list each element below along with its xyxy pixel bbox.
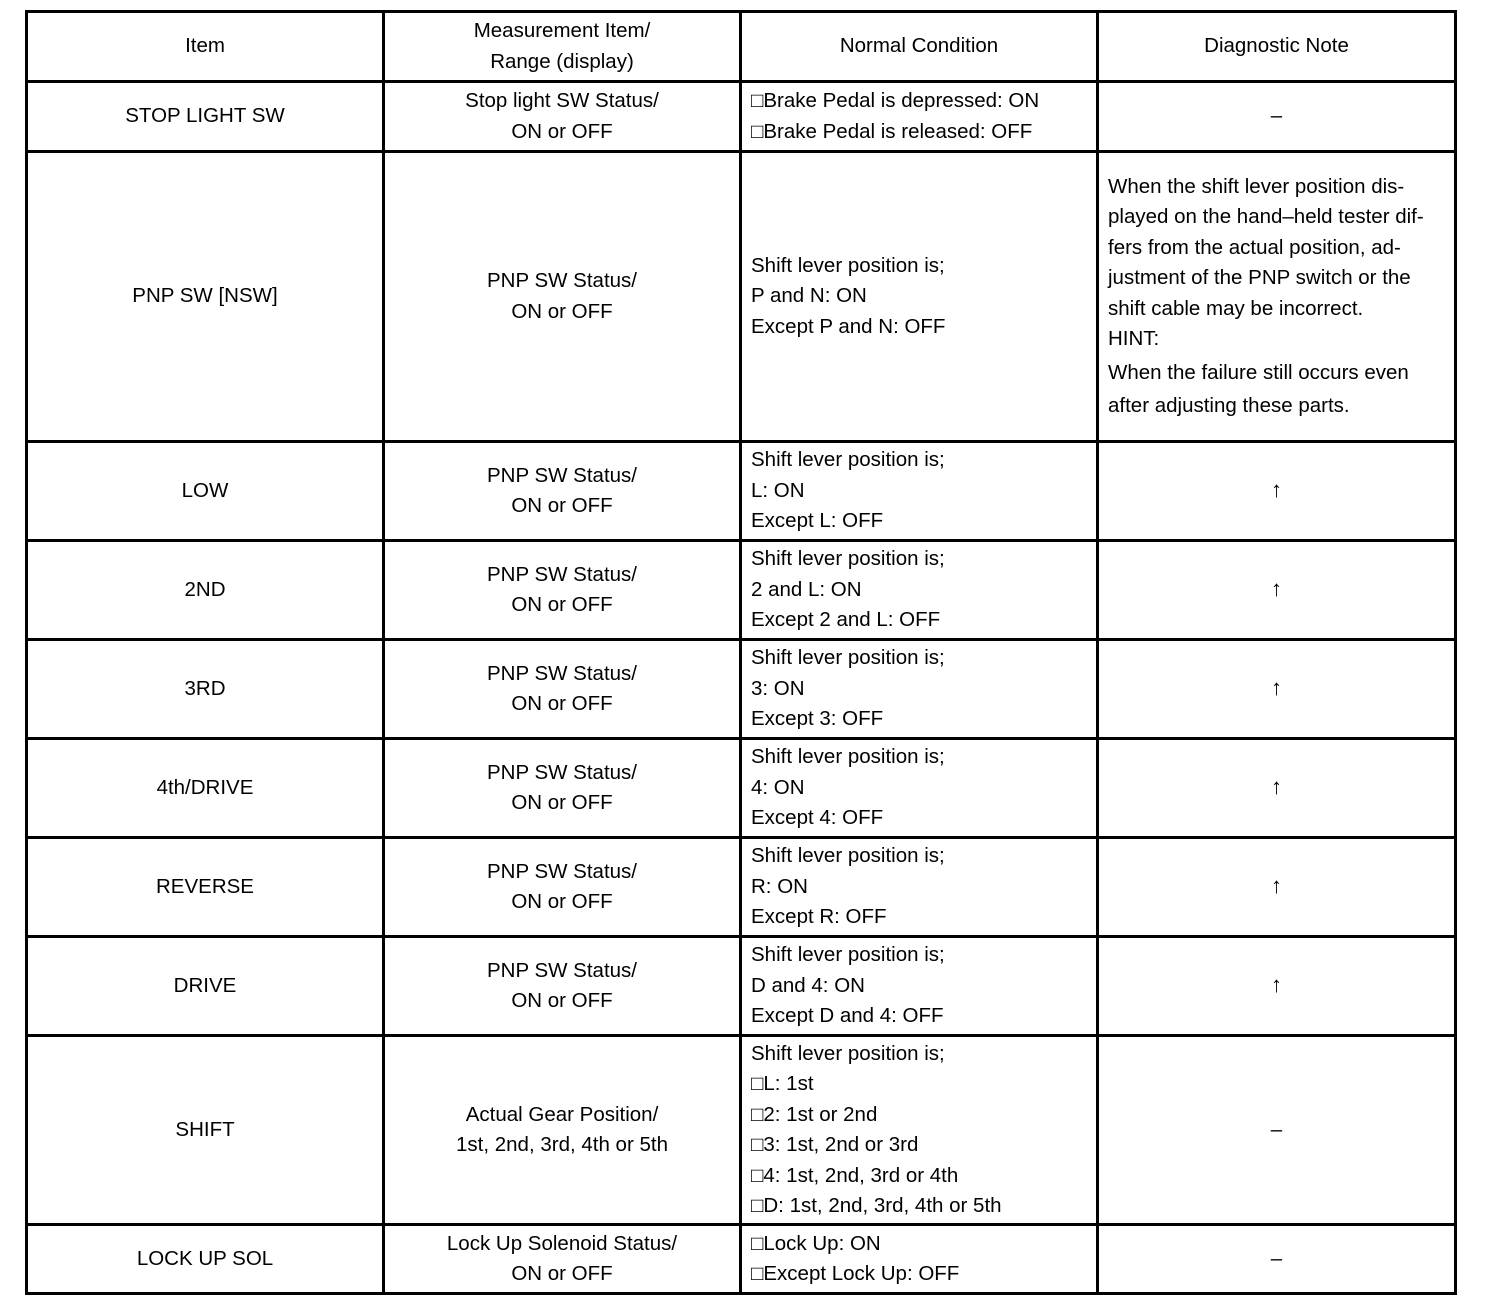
item-cell: LOW (27, 442, 384, 541)
header-measurement: Measurement Item/ Range (display) (384, 12, 741, 82)
diagnostic-data-table (25, 10, 1457, 1295)
diagnostic-note-cell (1098, 541, 1456, 640)
item-cell: DRIVE (27, 937, 384, 1036)
table-row (27, 838, 1456, 937)
normal-condition-cell: Shift lever position is; 2 and L: ON Except 2 and L: OFF (741, 541, 1098, 640)
item-cell: PNP SW [NSW] (27, 152, 384, 442)
normal-condition-cell: Shift lever position is; R: ON Except R: OFF (741, 838, 1098, 937)
normal-condition-cell: Shift lever position is; P and N: ON Except P and N: OFF (741, 152, 1098, 442)
header-diagnostic-note: Diagnostic Note (1098, 12, 1456, 82)
table-row (27, 541, 1456, 640)
diagnostic-note-cell: – (1098, 1225, 1456, 1294)
header-normal-condition: Normal Condition (741, 12, 1098, 82)
normal-condition-cell: Shift lever position is; □L: 1st □2: 1st or 2nd □3: 1st, 2nd or 3rd □4: 1st, 2nd, 3rd or 4th □D: 1st, 2nd, 3rd, 4th or 5th (741, 1036, 1098, 1225)
measurement-cell: PNP SW Status/ ON or OFF (384, 442, 741, 541)
measurement-cell: Actual Gear Position/ 1st, 2nd, 3rd, 4th or 5th (384, 1036, 741, 1225)
up-arrow-icon: ↑ (1271, 477, 1282, 503)
table-row (27, 739, 1456, 838)
diagnostic-note-cell (1098, 640, 1456, 739)
table-row (27, 442, 1456, 541)
diagnostic-note-text: When the shift lever position dis- played on the hand–held tester dif- fers from the actual position, ad- justment of the PNP switch or the shift cable may be incorrect. HINT: When the failure still occurs even after adjusting these parts. (1099, 172, 1454, 422)
table-row (27, 152, 1456, 442)
up-arrow-icon: ↑ (1271, 576, 1282, 602)
normal-condition-cell: Shift lever position is; 3: ON Except 3: OFF (741, 640, 1098, 739)
measurement-cell: PNP SW Status/ ON or OFF (384, 152, 741, 442)
hint-label: HINT: (1108, 327, 1160, 350)
measurement-cell: Lock Up Solenoid Status/ ON or OFF (384, 1225, 741, 1294)
normal-condition-cell: Shift lever position is; 4: ON Except 4: OFF (741, 739, 1098, 838)
header-item: Item (27, 12, 384, 82)
diagnostic-note-cell (1098, 937, 1456, 1036)
item-cell: 3RD (27, 640, 384, 739)
diagnostic-note-cell (1098, 838, 1456, 937)
table-row (27, 937, 1456, 1036)
up-arrow-icon: ↑ (1271, 774, 1282, 800)
up-arrow-icon: ↑ (1271, 972, 1282, 998)
diagnostic-note-cell (1098, 152, 1456, 442)
up-arrow-icon: ↑ (1271, 873, 1282, 899)
item-cell: 4th/DRIVE (27, 739, 384, 838)
item-cell: LOCK UP SOL (27, 1225, 384, 1294)
normal-condition-cell: □Brake Pedal is depressed: ON □Brake Pedal is released: OFF (741, 82, 1098, 152)
table-row (27, 1225, 1456, 1294)
diagnostic-note-cell (1098, 442, 1456, 541)
item-cell: 2ND (27, 541, 384, 640)
item-cell: STOP LIGHT SW (27, 82, 384, 152)
measurement-cell: PNP SW Status/ ON or OFF (384, 541, 741, 640)
normal-condition-cell: Shift lever position is; D and 4: ON Except D and 4: OFF (741, 937, 1098, 1036)
up-arrow-icon: ↑ (1271, 675, 1282, 701)
table-row (27, 1036, 1456, 1225)
table-row (27, 640, 1456, 739)
measurement-cell: PNP SW Status/ ON or OFF (384, 838, 741, 937)
measurement-cell: PNP SW Status/ ON or OFF (384, 640, 741, 739)
diagnostic-note-cell (1098, 739, 1456, 838)
normal-condition-cell: Shift lever position is; L: ON Except L: OFF (741, 442, 1098, 541)
header-row (27, 12, 1456, 82)
diagnostic-note-cell: – (1098, 1036, 1456, 1225)
measurement-cell: Stop light SW Status/ ON or OFF (384, 82, 741, 152)
measurement-cell: PNP SW Status/ ON or OFF (384, 739, 741, 838)
measurement-cell: PNP SW Status/ ON or OFF (384, 937, 741, 1036)
table-row (27, 82, 1456, 152)
diagnostic-note-cell: – (1098, 82, 1456, 152)
item-cell: SHIFT (27, 1036, 384, 1225)
normal-condition-cell: □Lock Up: ON □Except Lock Up: OFF (741, 1225, 1098, 1294)
item-cell: REVERSE (27, 838, 384, 937)
